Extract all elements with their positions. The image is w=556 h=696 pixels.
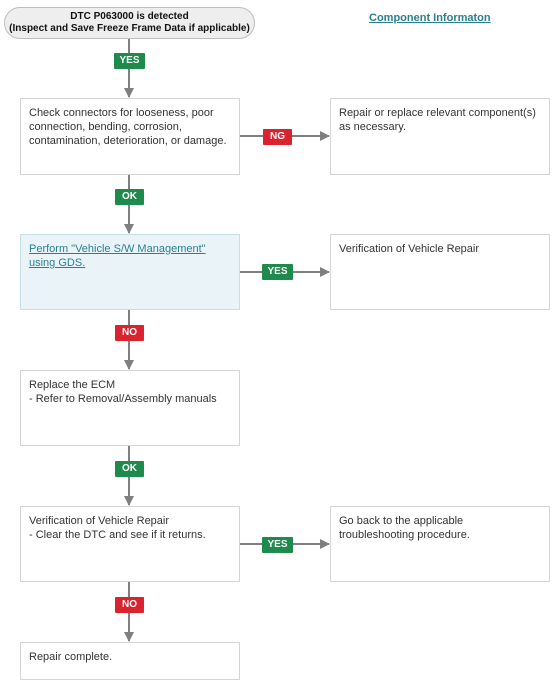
- check-connectors-box: [20, 98, 240, 175]
- perform-sw-management-box: [20, 234, 240, 310]
- repair-complete-box: [20, 642, 240, 680]
- yes-badge-2: YES: [262, 264, 293, 280]
- component-information-link[interactable]: Component Informaton: [369, 12, 491, 24]
- yes-badge-1: YES: [114, 53, 145, 69]
- verification-1-text: Verification of Vehicle Repair: [339, 243, 480, 255]
- no-badge-1: NO: [115, 325, 144, 341]
- repair-complete-text: Repair complete.: [29, 651, 113, 663]
- ok-badge-2: OK: [115, 461, 144, 477]
- start-node: [4, 7, 255, 39]
- go-back-box: [330, 506, 550, 582]
- start-line-2: (Inspect and Save Freeze Frame Data if applicable): [9, 23, 250, 34]
- start-line-1: DTC P063000 is detected: [70, 11, 189, 22]
- yes-badge-3: YES: [262, 537, 293, 553]
- repair-replace-box: [330, 98, 550, 175]
- perform-sw-management-link[interactable]: Perform "Vehicle S/W Management" using GDS.: [29, 243, 206, 269]
- repair-replace-text: Repair or replace relevant component(s) as necessary.: [339, 107, 536, 133]
- verification-box-2: [20, 506, 240, 582]
- check-connectors-text: Check connectors for looseness, poor connection, bending, corrosion, contamination, deterioration, or damage.: [29, 107, 227, 147]
- ng-badge: NG: [263, 129, 292, 145]
- verification-2-line-1: Verification of Vehicle Repair: [29, 515, 170, 527]
- replace-ecm-line-1: Replace the ECM: [29, 379, 116, 391]
- verification-2-line-2: - Clear the DTC and see if it returns.: [29, 529, 206, 541]
- no-badge-2: NO: [115, 597, 144, 613]
- replace-ecm-line-2: - Refer to Removal/Assembly manuals: [29, 393, 217, 405]
- replace-ecm-box: [20, 370, 240, 446]
- go-back-text: Go back to the applicable troubleshooting procedure.: [339, 515, 470, 541]
- ok-badge-1: OK: [115, 189, 144, 205]
- verification-box-1: [330, 234, 550, 310]
